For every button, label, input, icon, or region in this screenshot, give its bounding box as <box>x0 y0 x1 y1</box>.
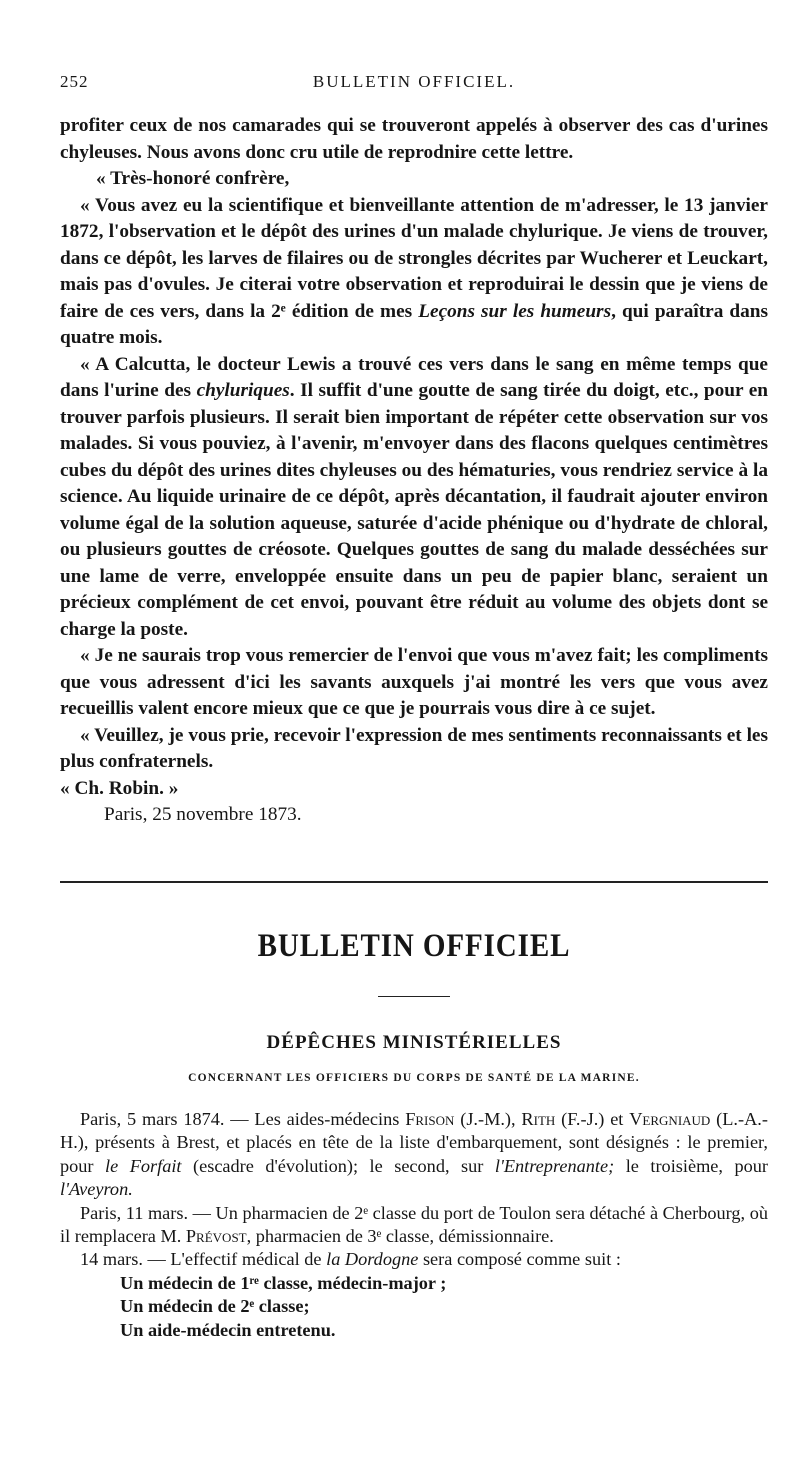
page-number: 252 <box>60 72 89 91</box>
book-title: Leçons sur les humeurs <box>418 300 612 322</box>
dispatch-entries <box>60 1108 768 1342</box>
list-item: Un aide-médecin entretenu. <box>120 1319 336 1340</box>
section-divider <box>60 881 768 883</box>
entry-5-mars: Paris, 5 mars 1874. — Les aides-médecins Frison (J.-M.), Rith (F.-J.) et Vergniaud (L.-A.-H.), présents à Brest, et placés en tête de la liste d'embarquement, sont désignés : le premier, pour le Forfait (escadre d'évolution); le second, sur l'Entreprenante; le troisième, pour l'Aveyron. <box>60 1109 768 1200</box>
ship-name: l'Entreprenante; <box>494 1155 615 1176</box>
letter-paragraph-4: « Veuillez, je vous prie, recevoir l'expression de mes sentiments reconnaissants et les plus confraternels. <box>60 724 768 772</box>
page-header <box>60 72 768 96</box>
section-subtitle: DÉPÊCHES MINISTÉRIELLES <box>266 1032 562 1053</box>
letter-paragraph-3: « Je ne saurais trop vous remercier de l'envoi que vous m'avez fait; les compliments que vous adressent d'ici les savants auxquels j'ai montré les vers que vous avez recueillis valent encore mieux que ce que je pourrais vous dire à ce sujet. <box>60 645 768 719</box>
signature: « Ch. Robin. » <box>60 777 179 799</box>
ship-name: la Dordogne <box>326 1249 419 1270</box>
letter-paragraph-2: « A Calcutta, le docteur Lewis a trouvé ces vers dans le sang en même temps que dans l'urine des chyluriques. Il suffit d'une goutte de sang tirée du doigt, etc., pour en trouver parfois plusieurs. Il serait bien important de répéter cette observation sur vos malades. Si vous pouviez, à l'avenir, m'envoyer dans des flacons quelques centimètres cubes du dépôt des urines dites chyleuses ou des hématuries, vous rendriez service à la science. Au liquide urinaire de ce dépôt, après décantation, il faudrait ajouter environ volume égal de la solution aqueuse, saturée d'acide phénique ou d'hydrate de chloral, ou plusieurs gouttes de créosote. Quelques gouttes de sang du malade desséchées sur une lame de verre, enveloppée ensuite dans un peu de papier blanc, seraient un précieux complément de cet envoi, pouvant être réduit au volume des objets dont se charge la poste. <box>60 353 768 640</box>
title-underline <box>378 996 450 997</box>
list-item: Un médecin de 2ᵉ classe; <box>120 1296 310 1317</box>
salutation: « Très-honoré confrère, <box>96 168 290 189</box>
ship-name: le Forfait <box>105 1155 182 1176</box>
section-subsubtitle: CONCERNANT LES OFFICIERS DU CORPS DE SANTÉ DE LA MARINE. <box>188 1072 640 1084</box>
intro-paragraph: profiter ceux de nos camarades qui se trouveront appelés à observer des cas d'urines chyleuses. Nous avons donc cru utile de reprodnire cette lettre. <box>60 115 768 163</box>
person-name: Prévost <box>185 1226 247 1247</box>
letter-body <box>60 113 768 829</box>
ship-name: l'Aveyron. <box>60 1179 133 1200</box>
dateline: Paris, 25 novembre 1873. <box>104 804 302 825</box>
person-name: Rith <box>521 1109 556 1129</box>
person-name: Frison <box>405 1109 455 1129</box>
entry-11-mars: Paris, 11 mars. — Un pharmacien de 2ᵉ classe du port de Toulon sera détaché à Cherbourg, où il remplacera M. Prévost, pharmacien de 3ᵉ classe, démissionnaire. <box>60 1202 768 1247</box>
running-title: BULLETIN OFFICIEL. <box>312 72 516 91</box>
list-item: Un médecin de 1ʳᵉ classe, médecin-major ; <box>120 1272 447 1293</box>
person-name: Vergniaud <box>629 1109 711 1129</box>
italic-term: chyluriques <box>196 380 290 401</box>
document-page <box>60 0 768 1466</box>
letter-paragraph-1: « Vous avez eu la scientifique et bienveillante attention de m'adresser, le 13 janvier 1872, l'observation et le dépôt des urines d'un malade chylurique. Je viens de trouver, dans ce dépôt, les larves de filaires ou de strongles décrites par Wucherer et Leuckart, mais pas d'ovules. Je citerai votre observation et reproduirai le dessin que je viens de faire de ces vers, dans la 2ᵉ édition de mes Leçons sur les humeurs, qui paraîtra dans quatre mois. <box>60 194 769 348</box>
entry-14-mars: 14 mars. — L'effectif médical de la Dordogne sera composé comme suit : <box>80 1249 621 1270</box>
section-title: BULLETIN OFFICIEL <box>257 928 571 964</box>
